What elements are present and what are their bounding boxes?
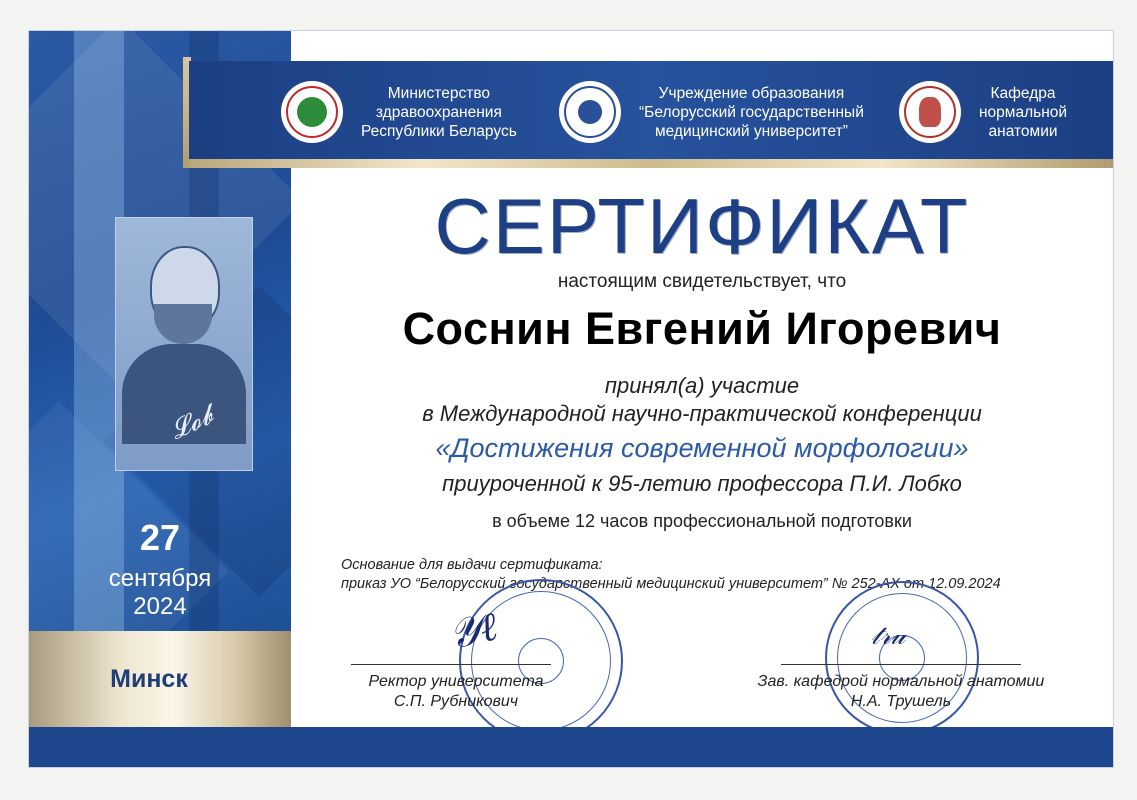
university-line-1: Учреждение образования bbox=[658, 84, 845, 102]
rector-signature: 𝒴ℓ bbox=[444, 603, 502, 659]
anniversary-line: приуроченной к 95-летию профессора П.И. Лобко bbox=[442, 471, 962, 496]
certificate-subtitle: настоящим свидетельствует, что bbox=[557, 271, 847, 292]
head-signature-line bbox=[781, 664, 1021, 665]
conference-type-line: в Международной научно-практической конференции bbox=[422, 401, 982, 426]
university-line-3: медицинский университет” bbox=[655, 122, 848, 140]
head-name: Н.А. Трушель bbox=[850, 693, 952, 710]
basis-text: приказ УО “Белорусский государственный медицинский университет” № 252-АХ от 12.09.2024 bbox=[341, 576, 1001, 592]
department-seal bbox=[825, 581, 979, 735]
certificate-title: СЕРТИФИКАТ bbox=[434, 182, 970, 270]
participation-line: принял(а) участие bbox=[604, 373, 800, 398]
hours-line: в объеме 12 часов профессиональной подготовки bbox=[492, 511, 912, 531]
conference-title: «Достижения современной морфологии» bbox=[435, 433, 969, 463]
department-line-1: Кафедра bbox=[990, 84, 1056, 102]
department-line-3: анатомии bbox=[988, 122, 1058, 140]
basis-label: Основание для выдачи сертификата: bbox=[341, 557, 603, 573]
head-title: Зав. кафедрой нормальной анатомии bbox=[757, 673, 1045, 690]
certificate bbox=[28, 30, 1114, 768]
header-gold-line bbox=[189, 159, 1113, 168]
rector-signature-line bbox=[351, 664, 551, 665]
ministry-line-3: Республики Беларусь bbox=[361, 122, 517, 140]
university-line-2: “Белорусский государственный bbox=[639, 103, 864, 121]
professor-portrait: 𝓛𝓸𝓫 bbox=[115, 217, 253, 471]
university-emblem-icon bbox=[559, 81, 621, 143]
department-emblem-icon bbox=[899, 81, 961, 143]
head-signature: 𝓉𝓇𝓊 bbox=[871, 621, 906, 651]
date-day: 27 bbox=[139, 517, 181, 558]
rector-name: С.П. Рубникович bbox=[393, 693, 519, 710]
department-line-2: нормальной bbox=[979, 103, 1068, 121]
ministry-line-1: Министерство bbox=[387, 84, 490, 102]
ministry-emblem-icon bbox=[281, 81, 343, 143]
date-year: 2024 bbox=[133, 593, 187, 620]
recipient-name: Соснин Евгений Игоревич bbox=[402, 303, 1002, 354]
date-month: сентября bbox=[108, 565, 212, 592]
city-label: Минск bbox=[110, 665, 188, 693]
rector-title: Ректор университета bbox=[368, 673, 544, 690]
ministry-line-2: здравоохранения bbox=[375, 103, 502, 121]
header-department bbox=[899, 67, 1067, 157]
header-ministry bbox=[281, 67, 517, 157]
header-university bbox=[559, 67, 864, 157]
footer-band bbox=[291, 727, 1113, 767]
